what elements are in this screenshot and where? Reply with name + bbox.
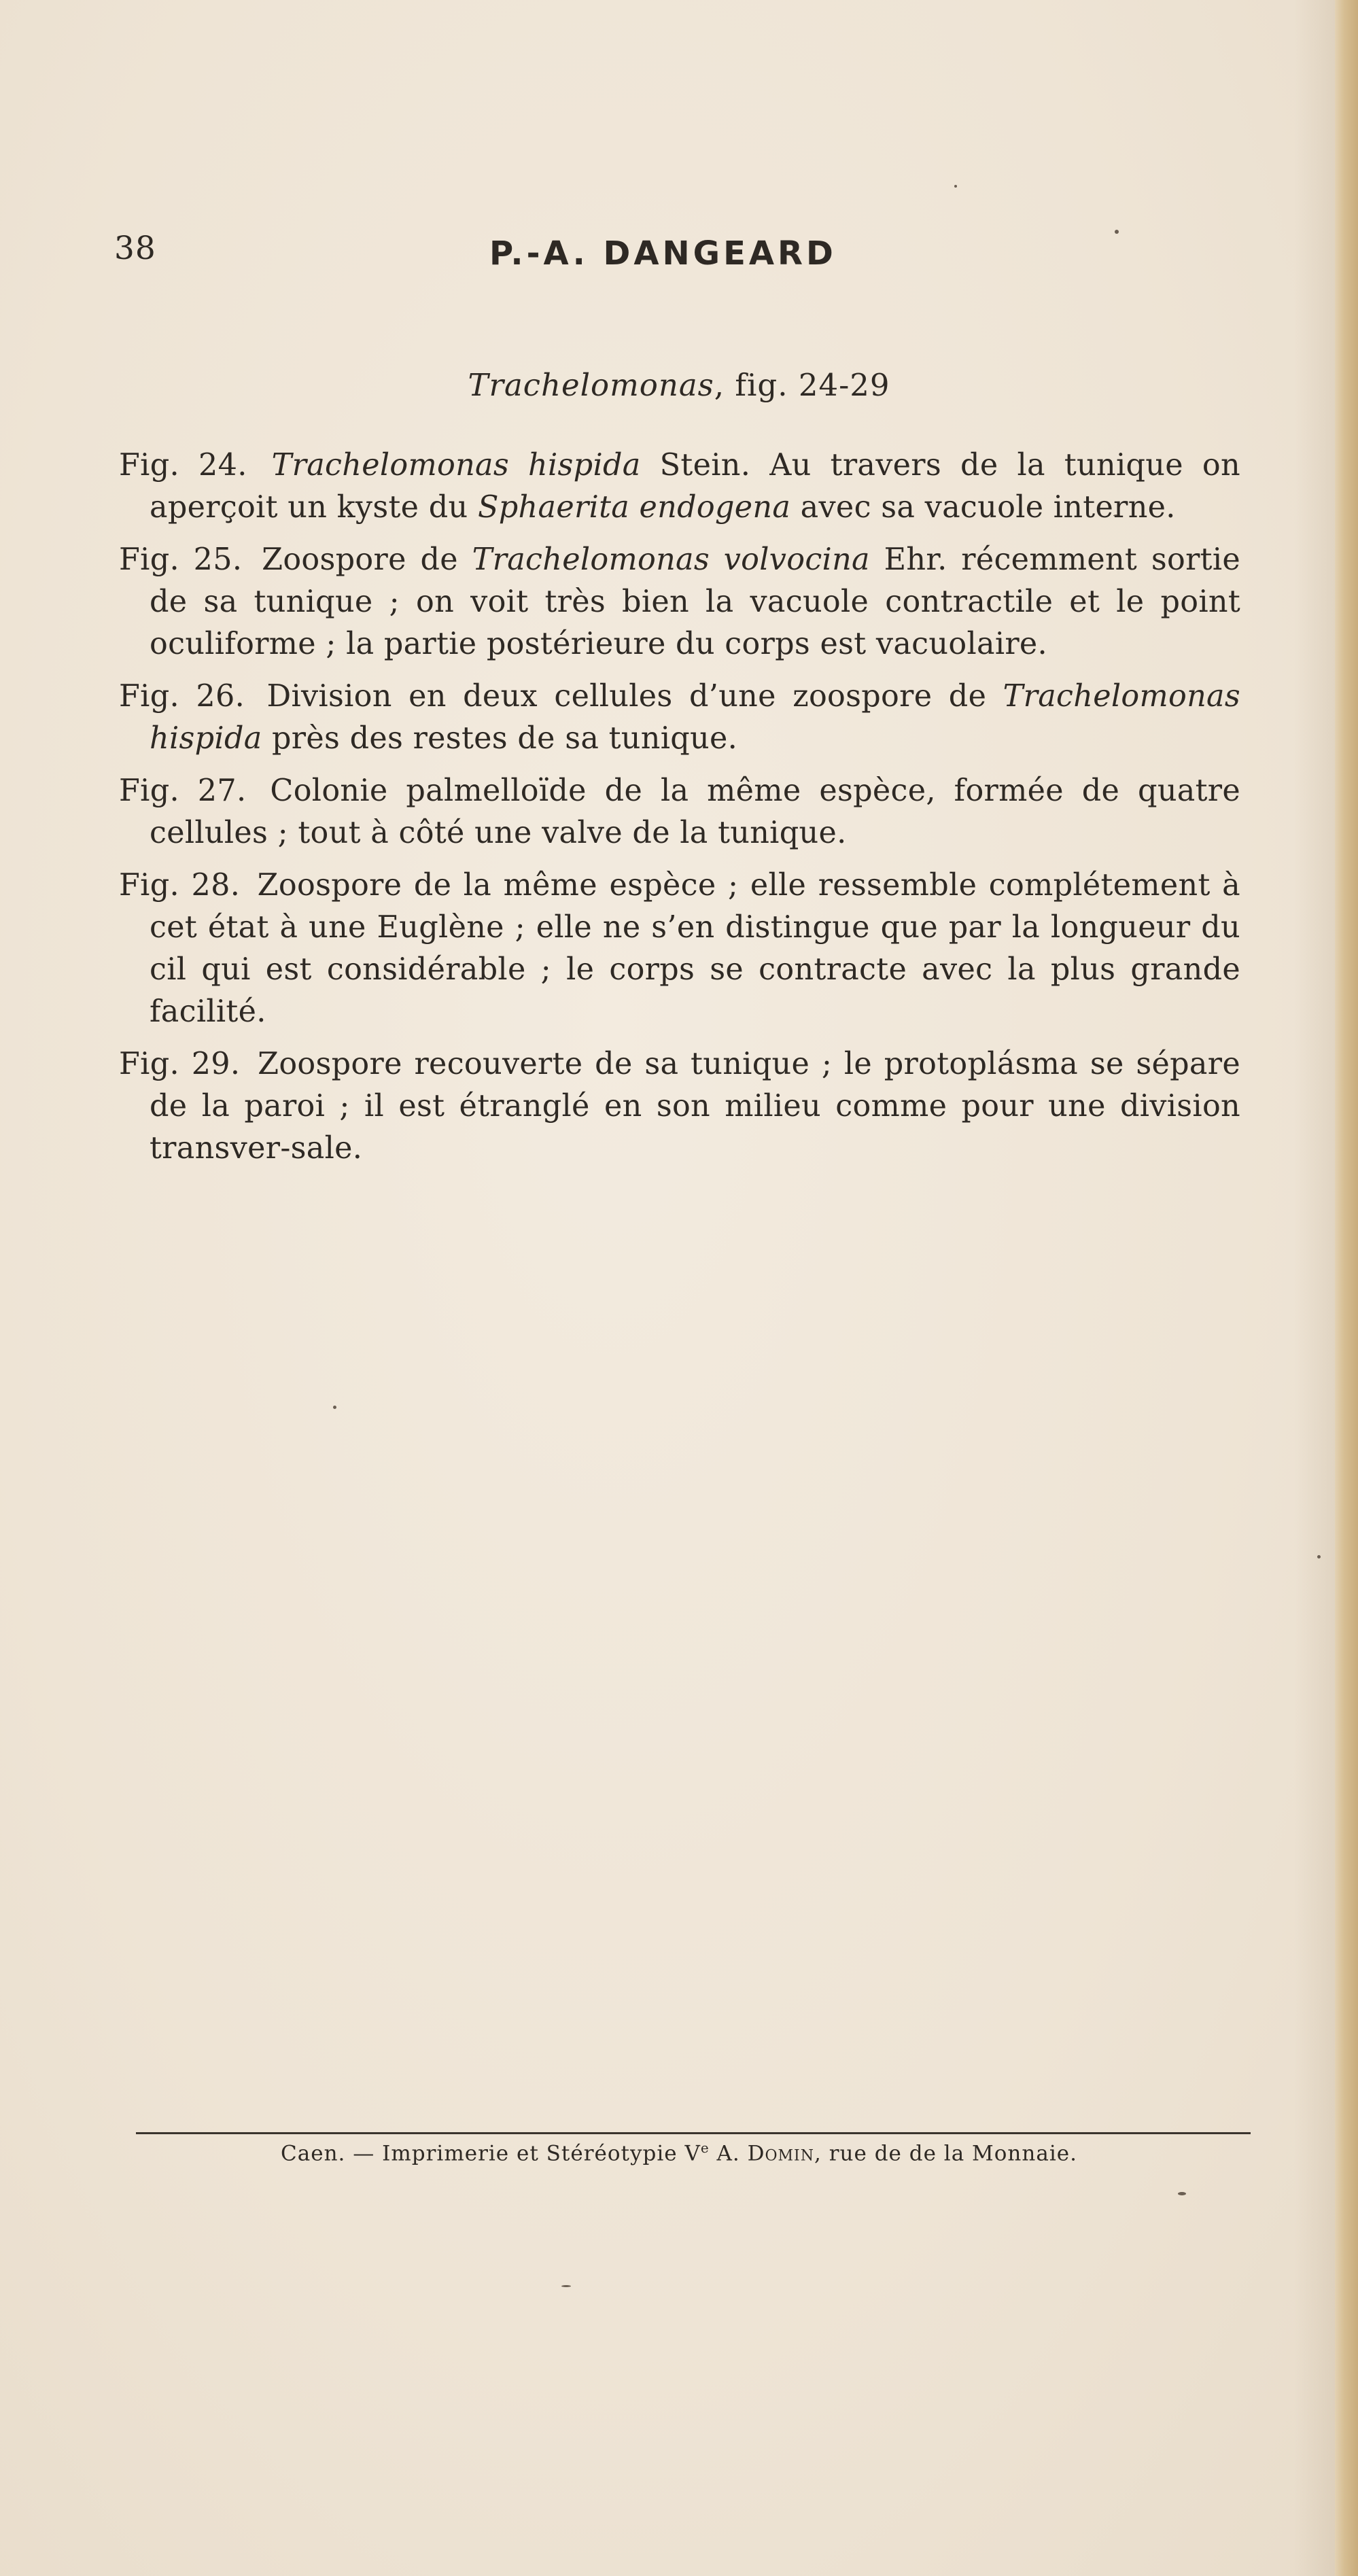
- figure-caption: [119, 1043, 1240, 1170]
- section-title-genus: Trachelomonas: [468, 367, 714, 403]
- taxon-name: Sphaerita endogena: [477, 490, 791, 525]
- caption-text: près des restes de sa tunique.: [262, 721, 738, 756]
- imprint-superscript: e: [700, 2140, 710, 2156]
- page-number: 38: [114, 230, 156, 267]
- figure-caption: [119, 445, 1240, 529]
- figure-label: Fig. 28.: [119, 868, 241, 903]
- caption-text: Ehr. récemment sortie de sa tunique ; on voit très bien la vacuole contractile et le point oculiforme ; la partie postérieure du corps est vacuolaire.: [150, 542, 1240, 661]
- section-title-figures: , fig. 24-29: [714, 367, 890, 403]
- figure-label: Fig. 29.: [119, 1047, 241, 1081]
- paper-speck: [1115, 230, 1119, 234]
- paper-speck: [1317, 1555, 1321, 1559]
- caption-text: Colonie palmelloïde de la même espèce, formée de quatre cellules ; tout à côté une valve de la tunique.: [150, 773, 1240, 850]
- figure-caption: [119, 770, 1240, 854]
- figure-caption-list: [119, 445, 1240, 1180]
- taxon-name: Trachelomonas hispida: [271, 448, 641, 483]
- paper-speck: [333, 1406, 336, 1409]
- caption-text: Zoospore de la même espèce ; elle ressemble complétement à cet état à une Euglène ; elle ne s’en distingue que par la longueur du cil qui est considérable ; le corps se contracte avec la plus grande facilité.: [150, 868, 1240, 1029]
- paper-speck: [1178, 2192, 1186, 2195]
- section-title: [0, 367, 1358, 403]
- taxon-name: Trachelomonas hispida: [150, 679, 1240, 756]
- taxon-name: Trachelomonas volvocina: [472, 542, 870, 577]
- imprint-text-end: , rue de de la Monnaie.: [814, 2141, 1077, 2166]
- caption-text: Stein. Au travers de la tunique on aperçoit un kyste du: [150, 448, 1240, 525]
- caption-text: Zoospore de: [262, 542, 472, 577]
- figure-caption: [119, 676, 1240, 760]
- caption-text: avec sa vacuole interne.: [790, 490, 1176, 525]
- imprint-printer-name: Domin: [747, 2141, 814, 2166]
- figure-label: Fig. 24.: [119, 448, 247, 483]
- figure-caption: [119, 539, 1240, 665]
- caption-text: Division en deux cellules d’une zoospore de: [266, 679, 1003, 714]
- figure-label: Fig. 25.: [119, 542, 243, 577]
- imprint-text: Caen. — Imprimerie et Stéréotypie V: [281, 2141, 701, 2166]
- footer-rule: [136, 2132, 1251, 2134]
- printer-imprint: [0, 2140, 1358, 2165]
- running-head: P.-A. DANGEARD: [489, 234, 837, 273]
- paper-speck: [561, 2285, 571, 2287]
- figure-label: Fig. 27.: [119, 773, 247, 808]
- figure-label: Fig. 26.: [119, 679, 245, 714]
- imprint-text-mid: A.: [709, 2141, 748, 2166]
- caption-text: Zoospore recouverte de sa tunique ; le protoplásma se sépare de la paroi ; il est étranglé en son milieu comme pour une division transver-sale.: [150, 1047, 1240, 1166]
- figure-caption: [119, 865, 1240, 1033]
- paper-speck: [954, 185, 957, 188]
